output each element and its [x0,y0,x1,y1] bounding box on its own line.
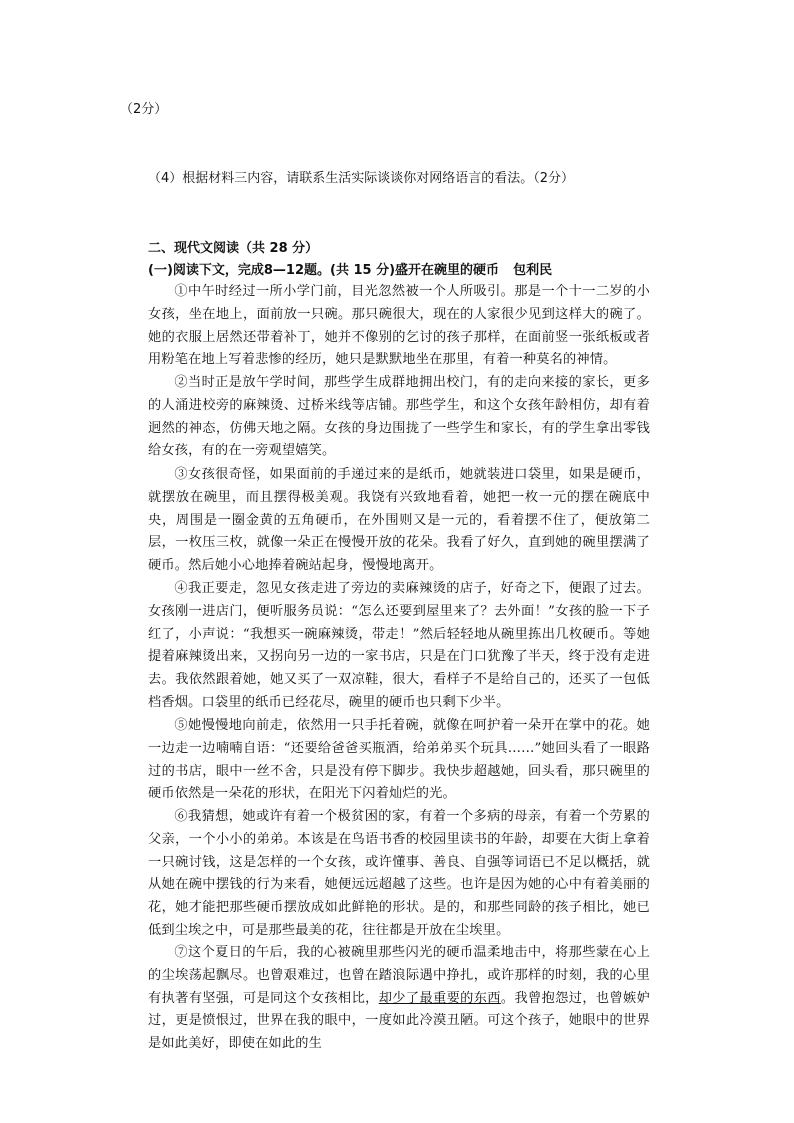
paragraph-4: ④我正要走，忽见女孩走进了旁边的卖麻辣烫的店子，好奇之下，便跟了过去。女孩刚一进店门，便听服务员说：“怎么还要到屋里来了？去外面！”女孩的脸一下子红了，小声说：“我想买一碗麻辣烫，带走！”然后轻轻地从碗里拣出几枚硬币。等她提着麻辣烫出来，又拐向另一边的一家书店，只是在门口犹豫了半天，终于没有走进去。我依然跟着她，她又买了一双凉鞋，很大，看样子不是给自己的，还买了一包低档香烟。口袋里的纸币已经花尽，碗里的硬币也只剩下少半。 [148,581,650,710]
question-4: （4）根据材料三内容，请联系生活实际谈谈你对网络语言的看法。（2分） [148,171,575,186]
underlined-phrase: 却少了最重要的东西 [378,990,501,1006]
subheading-prefix: (一)阅读下文，完成8—12题。(共 15 分) [148,263,396,278]
paragraph-7-part1: ⑦这个夏日的午后，我的心被碗里那些闪光的硬币温柔地击中，将那些蒙在心上的尘埃荡起飘尽。也曾艰难过，也曾在踏浪际遇中挣扎，或许那样的时刻，我的心里有执著有坚强，可是同这个女孩相比， [148,945,650,1006]
paragraph-5: ⑤她慢慢地向前走，依然用一只手托着碗，就像在呵护着一朵开在掌中的花。她一边走一边喃喃自语：“还要给爸爸买瓶酒，给弟弟买个玩具……”她回头看了一眼路过的书店，眼中一丝不舍，只是没有停下脚步。我快步超越她，回头看，那只碗里的硬币依然是一朵花的形状，在阳光下闪着灿烂的光。 [148,718,650,802]
paragraph-7 [148,942,650,1056]
paragraph-7-part2: 。我曾抱怨过，也曾嫉妒过，更是愤恨过，世界在我的眼中，一度如此冷漠丑陋。可这个孩子，她眼中的世界是如此美好，即使在如此的生 [148,990,650,1052]
article-title: 盛开在碗里的硬币 [395,263,500,278]
reading-subheading [148,259,552,278]
paragraph-3: ③女孩很奇怪，如果面前的手递过来的是纸币，她就装进口袋里，如果是硬币，就摆放在碗里，而且摆得极美观。我饶有兴致地看着，她把一枚一元的摆在碗底中央，周围是一圈金黄的五角硬币，在外围则又是一元的，看着摆不住了，便放第二层，一枚压三枚，就像一朵正在慢慢开放的花朵。我看了好久，直到她的碗里摆满了硬币。然后她小心地捧着碗站起身，慢慢地离开。 [148,467,650,574]
paragraph-6: ⑥我猜想，她或许有着一个极贫困的家，有着一个多病的母亲，有着一个劳累的父亲，一个小小的弟弟。本该是在鸟语书香的校园里读书的年龄，却要在大街上拿着一只碗讨钱，这是怎样的一个女孩，或许懂事、善良、自强等词语已不足以概括，就从她在碗中摆钱的行为来看，她便远远超越了这些。也许是因为她的心中有着美丽的花，她才能把那些硬币摆放成如此鲜艳的形状。是的，和那些同龄的孩子相比，她已低到尘埃之中，可是那些最美的花，往往都是开放在尘埃里。 [148,809,650,938]
score-note: （2分） [120,102,168,117]
paragraph-1: ①中午时经过一所小学门前，目光忽然被一个人所吸引。那是一个十一二岁的小女孩，坐在地上，面前放一只碗。那只碗很大，现在的人家很少见到这样大的碗了。她的衣服上居然还带着补丁，她并不像别的乞讨的孩子那样，在面前竖一张纸板或者用粉笔在地上写着悲惨的经历，她只是默默地坐在那里，有着一种莫名的神情。 [148,284,650,368]
article-author: 包利民 [513,263,553,278]
paragraph-2: ②当时正是放午学时间，那些学生成群地拥出校门，有的走向来接的家长，更多的人涌进校旁的麻辣烫、过桥米线等店铺。那些学生，和这个女孩年龄相仿，却有着迥然的神态，仿佛天地之隔。女孩的身边围拢了一些学生和家长，有的学生拿出零钱给女孩，有的在一旁观望嬉笑。 [148,375,650,459]
section-heading: 二、现代文阅读（共 28 分） [148,241,319,256]
